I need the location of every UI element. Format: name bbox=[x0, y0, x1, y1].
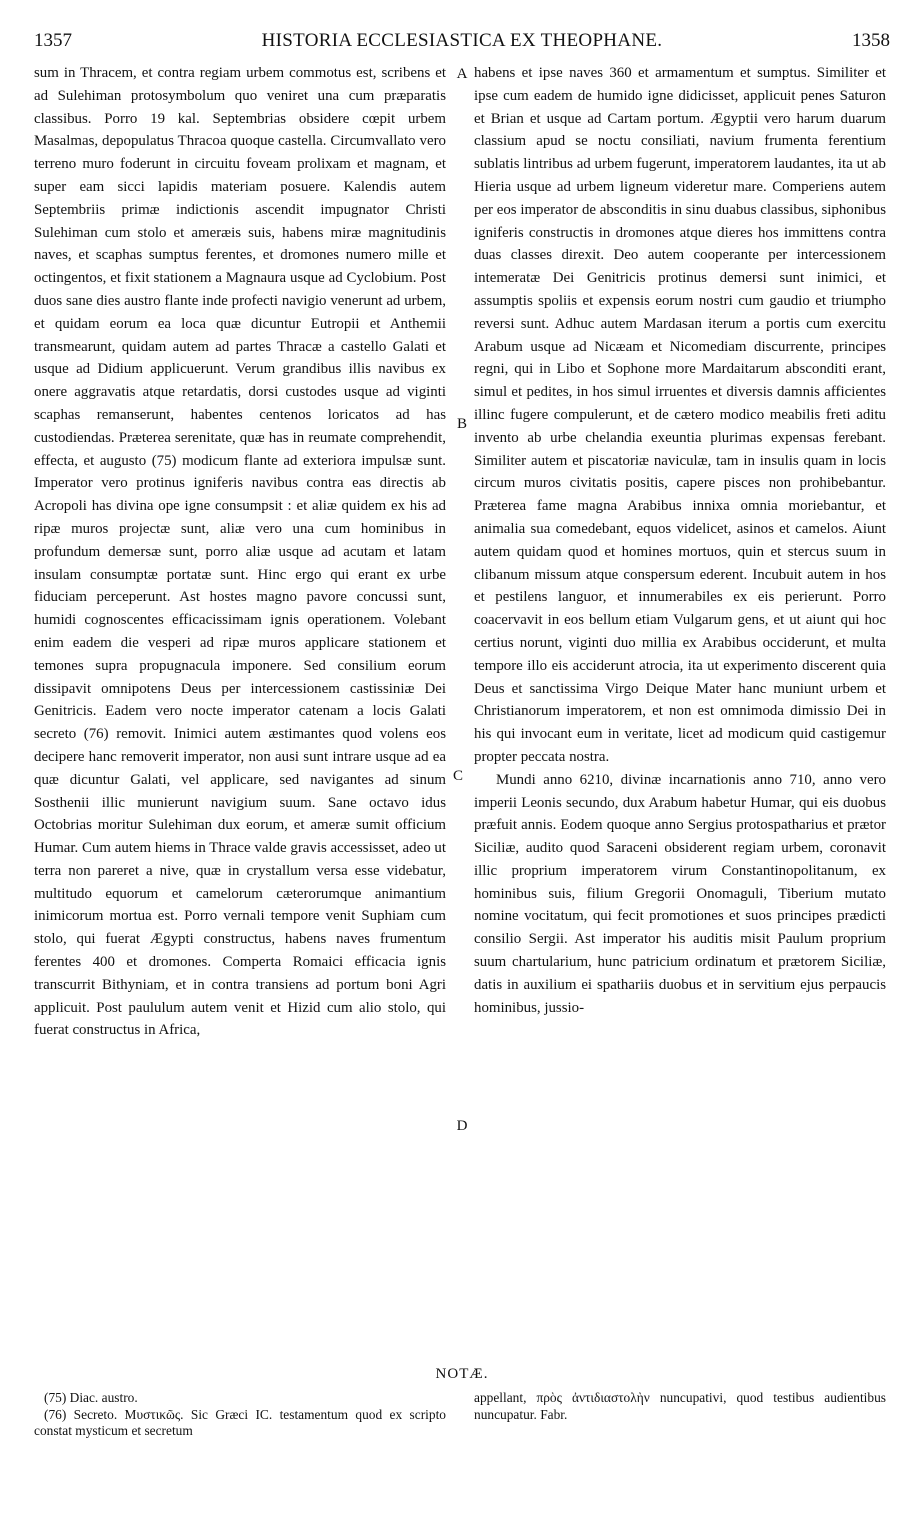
page-number-left: 1357 bbox=[34, 30, 72, 51]
footnote-76: (76) Secreto. Μυστικῶς. Sic Græci IC. testamentum quod ex scripto constat mysticum et secretum bbox=[34, 1406, 446, 1438]
right-column-paragraph: habens et ipse naves 360 et armamentum et sumptus. Similiter et ipse cum eadem de humido igne didicisset, applicuit penes Saturon et Brian et usque ad Cartam portum. Ægyptii vero harum duarum classium apud se noctu consiliati, navium frumenta ferentium sublatis lintribus ad urbem fugerunt, imperatorem laudantes, ita ut ab Hieria usque ad urbem ligneum videretur mare. Comperiens autem per eos imperator de absconditis in sinu duabus classibus, siphonibus igniferis constructis in dromones atque dieres hos immittens contra duas classes direxit. Deo autem cooperante per intercessionem intemeratæ Dei Genitricis protinus demersi sunt inimici, et assumptis spoliis et expensis eorum nostri cum gaudio et triumpho reversi sunt. Adhuc autem Mardasan iterum a portis cum exercitu Arabum usque ad Nicæam et Nicomediam discurrente, principes regni, qui in Libo et Sophone more Mardaitarum absconditi erant, simul et pedites, in hos simul irruentes et diversis damnis afficientes illinc fugere compulerunt, et de cætero modico meabilis freti aditu invento ab urbe chelandia exeuntia plurimas expensas ferebant. Similiter autem et piscatoriæ naviculæ, tam in insulis quam in locis circum muros civitatis positis, capere pisces non prohibebantur. Præterea fame magna Arabibus innixa omnia moriebantur, et animalia sua comedebant, equos videlicet, asinos et camelos. Aiunt autem quidam quod et homines mortuos, quin et stercus suum in clibanum missum atque conspersum ederent. Incubuit autem in hos et pestilens languor, et innumerabiles ex eis perierunt. Porro coacervavit in eos bellum etiam Vulgarum gens, et ut aiunt qui hoc certius norunt, viginti duo millia ex Arabibus occiderunt, et multa tempore illo eis acciderunt atrocia, ita ut experimento discerent quia Deus et sanctissima Virgo Deique Mater hanc muniunt urbem et Christianorum imperatorem, et non est omnimoda dimissio Dei in his qui invocant eum in veritate, licet ad modicum quid castigemur propter peccata nostra. bbox=[474, 65, 886, 765]
right-column-paragraph: Mundi anno 6210, divinæ incarnationis anno 710, anno vero imperii Leonis secundo, dux Arabum habetur Humar, qui eis duobus præfuit annis. Eodem quoque anno Sergius protospatharius et prætor Siciliæ, audito quod Saraceni obsiderent regiam urbem, coronavit illic proprium imperatorem virum Constantinopolitanum, ex hominibus suis, filium Gregorii Onomaguli, Tiberium mutato nomine vocitatum, qui fecit promotiones et suos principes prædicti consilio Sergii. Ast imperator his auditis misit Paulum proprium suum chartularium, hunc patricium ordinatum et prætorem Siciliæ, datis in auxilium ei spathariis duobus et in servitium ejus perpaucis hominibus, jussio- bbox=[474, 771, 886, 1016]
footnote-75: (75) Diac. austro. bbox=[44, 1390, 138, 1405]
left-column bbox=[34, 62, 446, 1042]
left-column-paragraph: sum in Thracem, et contra regiam urbem commotus est, scribens et ad Sulehiman protosymbolum quo veniret una cum præparatis classibus. Porro 19 kal. Septembrias obsidere cœpit urbem Masalmas, depopulatus Thracoa quoque castella. Circumvallato vero terreno muro foderunt in circuitu foveam prolixam et magnam, et super eam sicci lapidis materiam posuere. Kalendis autem Septembriis primæ indictionis ascendit impugnator Christi Sulehiman cum stolo et ameræis suis, habens miræ magnitudinis naves, et scaphas sumptus ferentes, et dromones numero mille et octingentos, et fixit stationem a Magnaura usque ad Cyclobium. Post duos sane dies austro flante inde profecti navigio venerunt ad urbem, et quidam eorum ea loca quæ dicuntur Eutropii et Anthemii transmearunt, quidam autem ad partes Thracæ a castello Galati et usque ad Didium applicuerunt. Verum grandibus illis navibus ex onere aggravatis atque retardatis, dorsi custodes usque ad viginti scaphas remanserunt, habentes centenos loricatos ad has custodiendas. Præterea serenitate, quæ has in reumate comprehendit, effecta, et augusto (75) modicum flante ad exteriora impulsæ sunt. Imperator vero protinus igniferis navibus contra eas directis ab Acropoli has divina ope igne consumpsit : et aliæ quidem ex his ad ripæ muros projectæ sunt, aliæ vero una cum hominibus in profundum demersæ sunt, porro aliæ usque ad acutam et latam insulam consumptæ portatæ sunt. Hinc ergo qui erant ex urbe fiduciam perceperunt. Ast hostes magno pavore concussi sunt, humidi cognoscentes efficacissimam ignis operationem. Volebant enim eadem die vesperi ad ripæ muros applicare stationem et temones supra propugnacula imponere. Sed consilium eorum dissipavit omnipotens Deus per intercessionem castissiniæ Dei Genitricis. Eadem vero nocte imperator catenam a locis Galati secreto (76) removit. Inimici autem æstimantes quod volens eos decipere hanc removerit imperator, non ausi sunt intrare usque ad ea quæ dicuntur Galati, vel applicare, sed navigantes ad sinum Sosthenii illic munierunt navigium suum. Sane octavo idus Octobrias moritur Sulehiman dux eorum, et ameræ sumit officium Humar. Cum autem hiems in Thrace valde gravis accessisset, adeo ut terra non pareret a nive, quæ in crystallum versa esse videbatur, multitudo equorum et camelorum cæterorumque animantium inimicorum mortua est. Porro vernali tempore venit Suphiam cum stolo, qui fuerat Ægypti constructus, habens naves frumentum ferentes 400 et dromones. Comperta Romaici efficacia ignis transcurrit Bithyniam, et in contra transiens ad portum boni Agri applicuit. Post paululum autem venit et Hizid cum alio stolo, qui fuerat constructus in Africa, bbox=[34, 65, 446, 1039]
right-column bbox=[474, 62, 886, 1019]
running-header bbox=[34, 30, 890, 58]
section-marker-b: B bbox=[456, 416, 467, 432]
notes-heading: NOTÆ. bbox=[435, 1366, 489, 1382]
notes-right-column bbox=[474, 1390, 886, 1423]
running-title: HISTORIA ECCLESIASTICA EX THEOPHANE. bbox=[261, 30, 663, 51]
section-marker-a: A bbox=[456, 66, 468, 82]
section-marker-c: C bbox=[452, 768, 463, 784]
page-number-right: 1358 bbox=[852, 30, 890, 51]
notes-left-column bbox=[34, 1390, 446, 1440]
footnote-76-continued: appellant, πρὸς ἀντιδιαστολὴν nuncupativi, quod testibus audientibus nuncupatur. Fabr. bbox=[474, 1390, 886, 1422]
section-marker-d: D bbox=[456, 1118, 468, 1134]
